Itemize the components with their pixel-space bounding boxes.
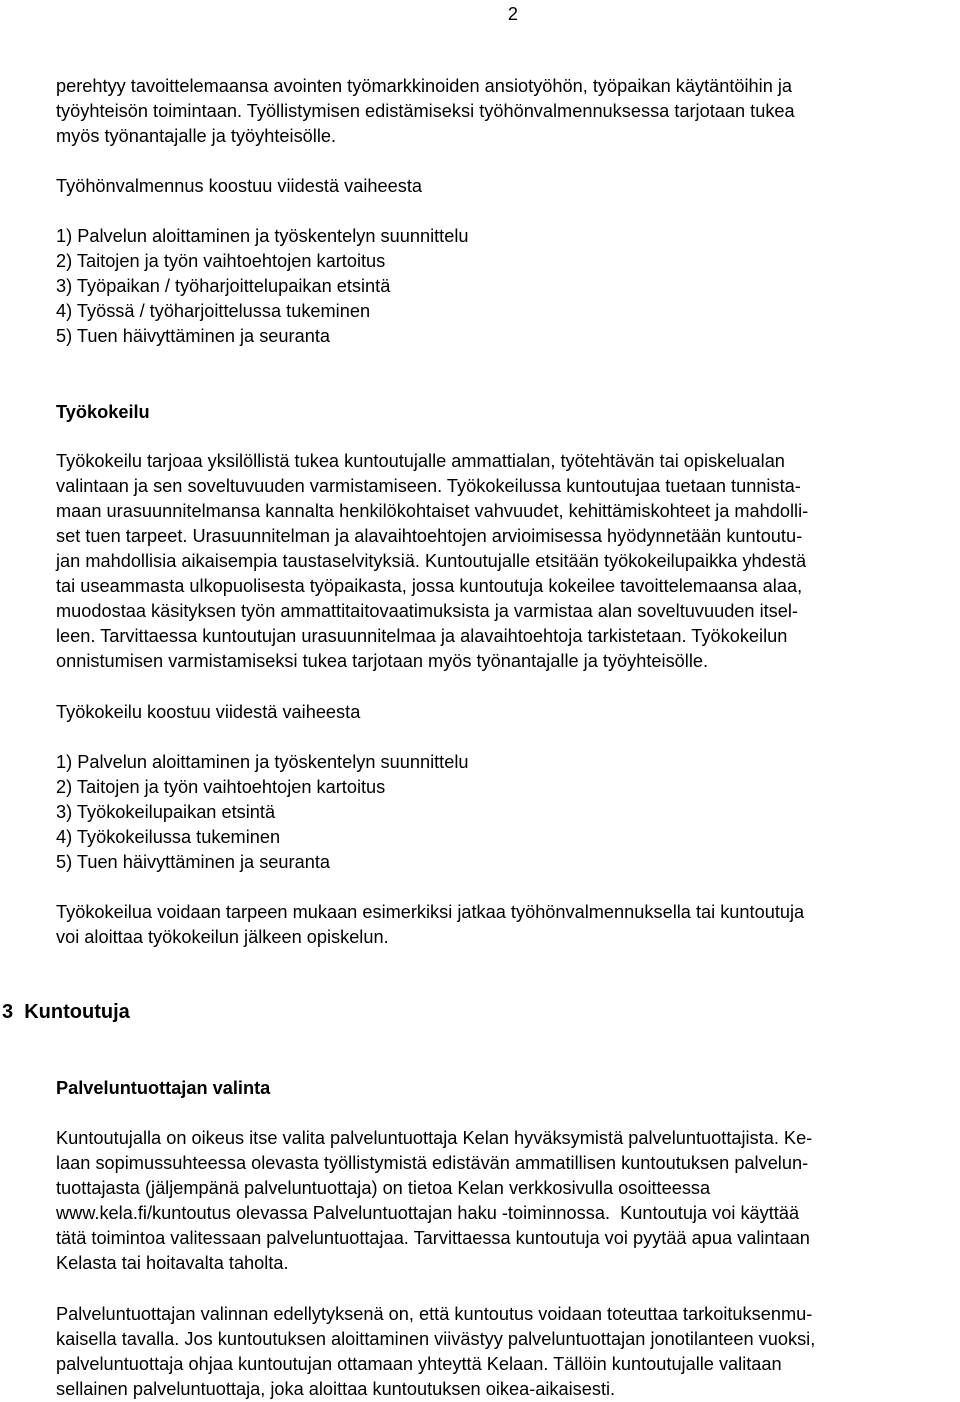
text-line: tai useammasta ulkopuolisesta työpaikasta, jossa kuntoutuja kokeilee tavoittelemaansa alaa, (56, 576, 803, 596)
intro-paragraph (56, 74, 948, 149)
list-item: 1) Palvelun aloittaminen ja työskentelyn suunnittelu (56, 226, 469, 246)
text-line: set tuen tarpeet. Urasuunnitelman ja alavaihtoehtojen arvioimisessa hyödynnetään kuntoutu- (56, 526, 803, 546)
list-item: 5) Tuen häivyttäminen ja seuranta (56, 852, 330, 872)
tyokokeilu-closing-paragraph (56, 900, 948, 950)
section-subheading: Palveluntuottajan valinta (56, 1078, 271, 1098)
section-heading: 3 Kuntoutuja (2, 1001, 130, 1023)
tyokokeilu-paragraph (56, 449, 948, 674)
text-line: Palveluntuottajan valinnan edellytyksenä on, että kuntoutus voidaan toteuttaa tarkoituksenmu- (56, 1304, 813, 1324)
text-line: leen. Tarvittaessa kuntoutujan urasuunnitelmaa ja alavaihtoehtoja tarkistetaan. Työkokeilun (56, 626, 788, 646)
text-line: voi aloittaa työkokeilun jälkeen opiskelun. (56, 927, 389, 947)
text-line: kaisella tavalla. Jos kuntoutuksen aloittaminen viivästyy palveluntuottajan jonotilanteen vuoksi, (56, 1329, 816, 1349)
text-line: Kelasta tai hoitavalta taholta. (56, 1253, 289, 1273)
list-item: 5) Tuen häivyttäminen ja seuranta (56, 326, 330, 346)
list-item: 3) Työpaikan / työharjoittelupaikan etsintä (56, 276, 391, 296)
text-line: palveluntuottaja ohjaa kuntoutujan ottamaan yhteyttä Kelaan. Tällöin kuntoutujalle valitaan (56, 1354, 782, 1374)
text-line: sellainen palveluntuottaja, joka aloittaa kuntoutuksen oikea-aikaisesti. (56, 1379, 616, 1399)
text-line: tätä toimintoa valitessaan palveluntuottajaa. Tarvittaessa kuntoutuja voi pyytää apua valintaan (56, 1228, 810, 1248)
valmennus-heading: Työhönvalmennus koostuu viidestä vaiheesta (56, 176, 422, 196)
text-line: laan sopimussuhteessa olevasta työllistymistä edistävän ammatillisen kuntoutuksen palvelun- (56, 1153, 809, 1173)
text-line: myös työnantajalle ja työyhteisölle. (56, 126, 337, 146)
list-item: 1) Palvelun aloittaminen ja työskentelyn suunnittelu (56, 752, 469, 772)
list-item: 3) Työkokeilupaikan etsintä (56, 802, 276, 822)
tyokokeilu-steps-list (56, 750, 948, 875)
text-line: Työkokeilua voidaan tarpeen mukaan esimerkiksi jatkaa työhönvalmennuksella tai kuntoutuja (56, 902, 805, 922)
valmennus-steps-list (56, 224, 948, 349)
text-line: muodostaa käsityksen työn ammattitaitovaatimuksista ja varmistaa alan soveltuvuuden itsel- (56, 601, 798, 621)
palveluntuottaja-paragraph-2 (56, 1302, 948, 1402)
palveluntuottaja-paragraph-1 (56, 1126, 948, 1276)
text-line: www.kela.fi/kuntoutus olevassa Palveluntuottajan haku -toiminnossa. Kuntoutuja voi käyttää (56, 1203, 800, 1223)
text-line: perehtyy tavoittelemaansa avointen työmarkkinoiden ansiotyöhön, työpaikan käytäntöihin ja (56, 76, 793, 96)
text-line: maan urasuunnitelmansa kannalta henkilökohtaiset vahvuudet, kehittämiskohteet ja mahdolli- (56, 501, 809, 521)
list-item: 4) Työssä / työharjoittelussa tukeminen (56, 301, 371, 321)
tyokokeilu-phases-heading: Työkokeilu koostuu viidestä vaiheesta (56, 702, 361, 722)
list-item: 2) Taitojen ja työn vaihtoehtojen kartoitus (56, 251, 386, 271)
text-line: tuottajasta (jäljempänä palveluntuottaja) on tietoa Kelan verkkosivulla osoitteessa (56, 1178, 711, 1198)
text-line: työyhteisön toimintaan. Työllistymisen edistämiseksi työhönvalmennuksessa tarjotaan tukea (56, 101, 795, 121)
text-line: valintaan ja sen soveltuvuuden varmistamiseen. Työkokeilussa kuntoutujaa tuetaan tunnista- (56, 476, 801, 496)
text-line: jan mahdollisia aikaisempia taustaselvityksiä. Kuntoutujalle etsitään työkokeilupaikka yhdestä (56, 551, 807, 571)
text-line: Kuntoutujalla on oikeus itse valita palveluntuottaja Kelan hyväksymistä palveluntuottajista. Ke- (56, 1128, 813, 1148)
text-line: Työkokeilu tarjoaa yksilöllistä tukea kuntoutujalle ammattialan, työtehtävän tai opiskelualan (56, 451, 785, 471)
page-number: 2 (507, 4, 518, 24)
list-item: 4) Työkokeilussa tukeminen (56, 827, 281, 847)
text-line: onnistumisen varmistamiseksi tukea tarjotaan myös työnantajalle ja työyhteisölle. (56, 651, 709, 671)
tyokokeilu-title: Työkokeilu (56, 402, 150, 422)
list-item: 2) Taitojen ja työn vaihtoehtojen kartoitus (56, 777, 386, 797)
